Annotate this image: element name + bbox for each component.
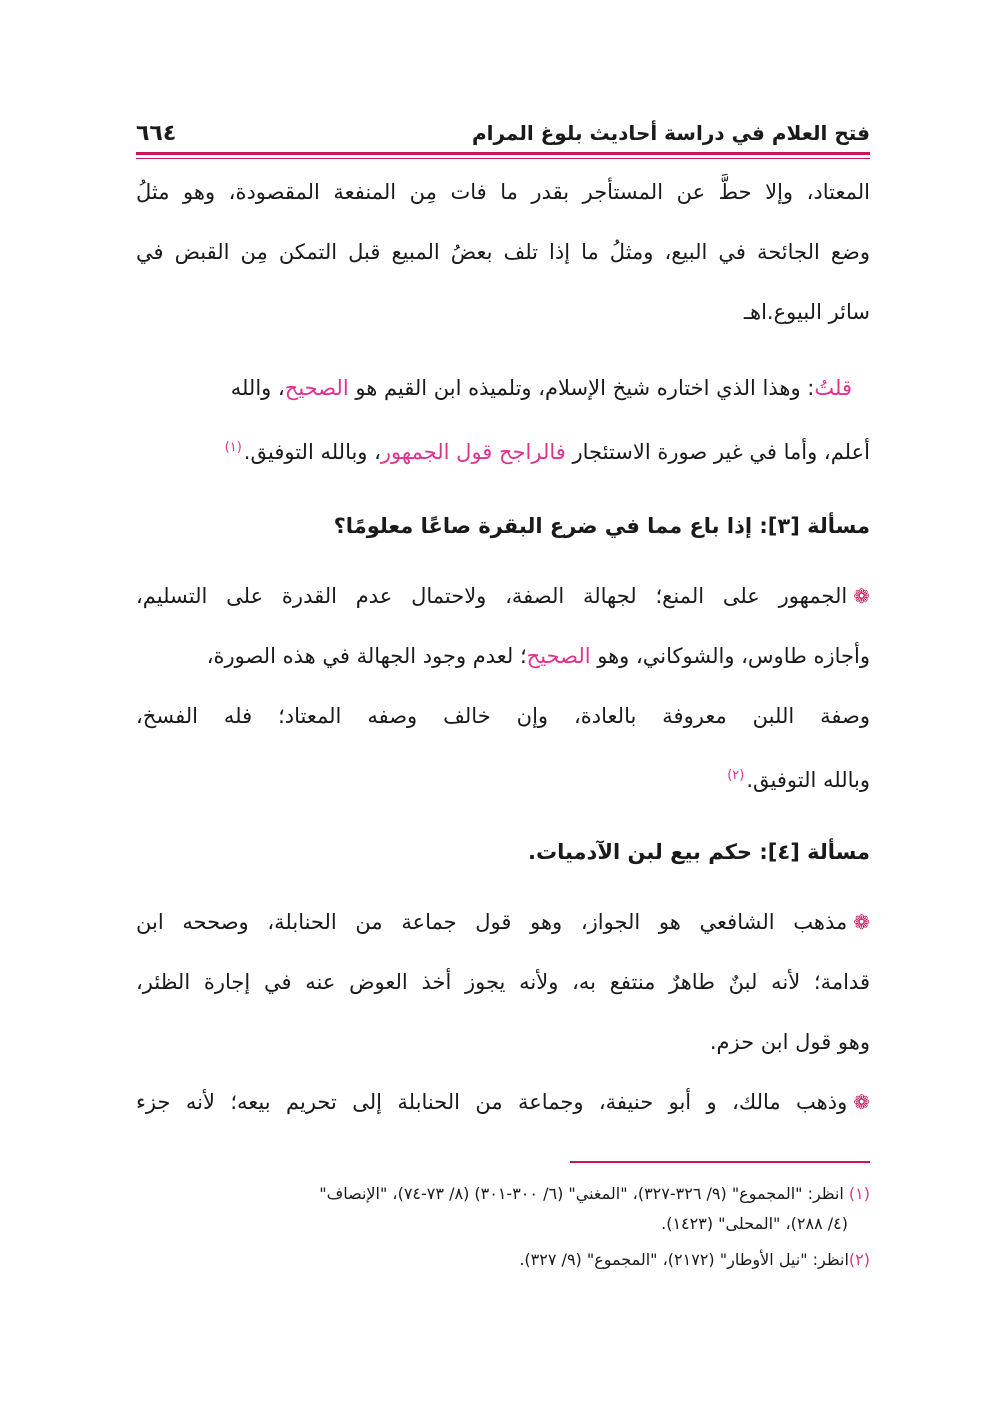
running-header <box>136 116 870 150</box>
sahih-word: الصحيح <box>284 376 349 400</box>
book-title: فتح العلام في دراسة أحاديث بلوغ المرام <box>471 121 870 145</box>
para4-line3: وهو قول ابن حزم. <box>709 1030 870 1054</box>
footnote-separator <box>570 1161 870 1163</box>
para2-line2: أعلم، وأما في غير صورة الاستئجار فالراجح قول الجمهور، وبالله التوفيق.$^{(١)}$ <box>224 440 870 464</box>
para3-line2: وأجازه طاوس، والشوكاني، وهو الصحيح؛ لعدم وجود الجهالة في هذه الصورة، <box>206 644 870 668</box>
masala4-heading <box>136 834 870 870</box>
qultu-word: قلتُ <box>814 376 852 400</box>
masala4-title: حكم بيع لبن الآدميات. <box>528 840 760 864</box>
para3-line3: وصفة اللبن معروفة بالعادة، وإن خالف وصفه المعتاد؛ فله الفسخ، <box>136 704 870 728</box>
footnote-ref-2[interactable]: (٢) <box>727 768 745 783</box>
sahih-word: الصحيح <box>526 644 591 668</box>
para2-line1: قلتُ: وهذا الذي اختاره شيخ الإسلام، وتلميذه ابن القيم هو الصحيح، والله <box>230 376 852 400</box>
footnote-2-line1: (٢)انظر: "نيل الأوطار" (٢١٧٢)، "المجموع" (٩/ ٣٢٧). <box>519 1250 870 1269</box>
footnote-ref-1[interactable]: (١) <box>224 440 242 455</box>
para5-line1: ❁وذهب مالك، و أبو حنيفة، وجماعة من الحنابلة إلى تحريم بيعه؛ لأنه جزء <box>136 1090 870 1114</box>
header-rule-thick <box>136 152 870 155</box>
page-number: ٦٦٤ <box>136 120 177 146</box>
para1-line2: وضع الجائحة في البيع، ومثلُ ما إذا تلف بعضُ المبيع قبل التمكن مِن القبض في <box>136 240 870 264</box>
para3-line4: وبالله التوفيق.$^{(٢)}$ <box>727 768 870 792</box>
flower-icon: ❁ <box>853 1090 870 1114</box>
header-rule-thin <box>136 158 870 159</box>
flower-icon: ❁ <box>853 910 870 934</box>
para4-line1: ❁مذهب الشافعي هو الجواز، وهو قول جماعة من الحنابلة، وصححه ابن <box>136 910 870 934</box>
rajih-phrase: فالراجح قول الجمهور <box>380 440 566 464</box>
masala3-title: إذا باع مما في ضرع البقرة صاعًا معلومًا؟ <box>333 514 760 538</box>
masala3-heading <box>136 508 870 544</box>
flower-icon: ❁ <box>853 584 870 608</box>
para1-line3: سائر البيوع.اهـ <box>743 300 870 324</box>
footnote-1-number: (١) <box>848 1184 870 1203</box>
footnote-1-line1: (١) انظر: "المجموع" (٩/ ٣٢٦-٣٢٧)، "المغني" (٦/ ٣٠٠-٣٠١) (٨/ ٧٣-٧٤)، "الإنصاف" <box>319 1184 870 1203</box>
masala4-label: مسألة [٤]: <box>759 840 870 864</box>
masala3-label: مسألة [٣]: <box>759 514 870 538</box>
footnote-2-number: (٢) <box>848 1250 870 1269</box>
para4-line2: قدامة؛ لأنه لبنٌ طاهرٌ منتفع به، ولأنه يجوز أخذ العوض عنه في إجارة الظئر، <box>136 970 870 994</box>
footnote-1-line2: (٤/ ٢٨٨)، "المحلى" (١٤٢٣). <box>661 1214 848 1233</box>
para3-line1: ❁الجمهور على المنع؛ لجهالة الصفة، ولاحتمال عدم القدرة على التسليم، <box>136 584 870 608</box>
para1-line1: المعتاد، وإلا حطَّ عن المستأجر بقدر ما فات مِن المنفعة المقصودة، وهو مثلُ <box>136 180 870 204</box>
page <box>136 0 870 1418</box>
